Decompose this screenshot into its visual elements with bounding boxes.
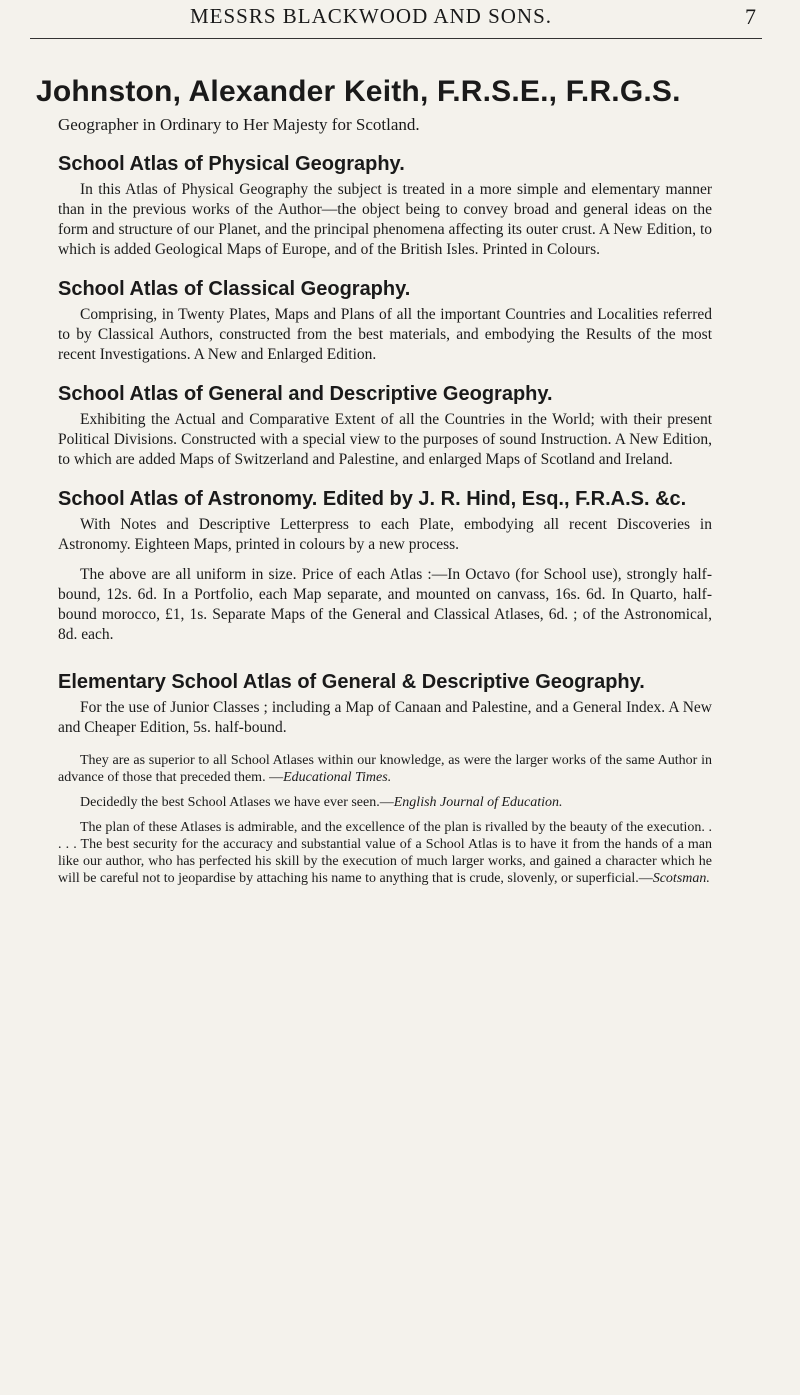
entry-body: For the use of Junior Classes ; including a Map of Canaan and Palestine, and a General Index. A New and Cheaper Edition, 5s. half-bound. bbox=[58, 699, 712, 736]
author-description: Geographer in Ordinary to Her Majesty for Scotland. bbox=[58, 115, 420, 134]
review-quote bbox=[58, 794, 712, 811]
entry-body: In this Atlas of Physical Geography the subject is treated in a more simple and elementary manner than in the previous works of the Author—the object being to convey broad and general ideas on the form and structure of our Planet, and the principal phenomena affecting its outer crust. A New Edition, to which is added Geological Maps of Europe, and of the British Isles. Printed in Colours. bbox=[58, 181, 712, 258]
header-rule bbox=[30, 38, 762, 39]
author-name: Johnston, Alexander Keith, F.R.S.E., F.R.G.S. bbox=[36, 75, 681, 108]
entry-title: School Atlas of Classical Geography. bbox=[58, 278, 411, 300]
review-source: Scotsman. bbox=[652, 871, 710, 886]
entry-title: School Atlas of Astronomy. Edited by J. R. Hind, Esq., F.R.A.S. &c. bbox=[58, 488, 687, 510]
entry-classical bbox=[30, 278, 712, 365]
entry-body: Comprising, in Twenty Plates, Maps and Plans of all the important Countries and Localities referred to by Classical Authors, constructed from the best materials, and embodying the Results of the most recent Investigations. A New and Enlarged Edition. bbox=[58, 306, 712, 363]
entry-general bbox=[30, 383, 712, 470]
review-source: Educational Times. bbox=[283, 770, 392, 785]
entry-physical bbox=[30, 153, 712, 260]
entry-body: With Notes and Descriptive Letterpress to each Plate, embodying all recent Discoveries in Astronomy. Eighteen Maps, printed in colours by a new process. bbox=[58, 516, 712, 553]
price-note: The above are all uniform in size. Price of each Atlas :—In Octavo (for School use), strongly half-bound, 12s. 6d. In a Portfolio, each Map separate, and mounted on canvass, 16s. 6d. In Quarto, half-bound morocco, £1, 1s. Separate Maps of the General and Classical Atlases, 6d. ; of the Astronomical, 8d. each. bbox=[58, 566, 712, 643]
entry-elementary bbox=[30, 671, 712, 738]
review-text: The plan of these Atlases is admirable, and the excellence of the plan is rivalled by the beauty of the execution. . . . . The best security for the accuracy and substantial value of a School Atlas is to have it from the hands of a man like our author, who has perfected his skill by the execution of much larger works, and gained a character which he will be careful not to jeopardise by attaching his name to anything that is crude, slovenly, or superficial.— bbox=[58, 820, 712, 886]
entry-body: Exhibiting the Actual and Comparative Extent of all the Countries in the World; with their present Political Divisions. Constructed with a special view to the purposes of sound Instruction. A New Edition, to which are added Maps of Switzerland and Palestine, and enlarged Maps of Scotland and Ireland. bbox=[58, 411, 712, 468]
entry-astronomy bbox=[30, 488, 712, 555]
review-text: Decidedly the best School Atlases we have ever seen.— bbox=[80, 795, 394, 810]
review-source: English Journal of Education. bbox=[393, 795, 563, 810]
running-head-text: MESSRS BLACKWOOD AND SONS. bbox=[189, 4, 553, 28]
entry-title: School Atlas of Physical Geography. bbox=[58, 153, 405, 175]
page-number: 7 bbox=[745, 4, 757, 29]
review-text: They are as superior to all School Atlases within our knowledge, as were the larger works of the same Author in advance of those that preceded them. — bbox=[58, 753, 712, 785]
entry-title: School Atlas of General and Descriptive Geography. bbox=[58, 383, 553, 405]
running-head bbox=[30, 0, 757, 38]
entry-title: Elementary School Atlas of General & Descriptive Geography. bbox=[58, 671, 645, 693]
review-quote bbox=[58, 819, 712, 887]
review-quote bbox=[58, 752, 712, 786]
